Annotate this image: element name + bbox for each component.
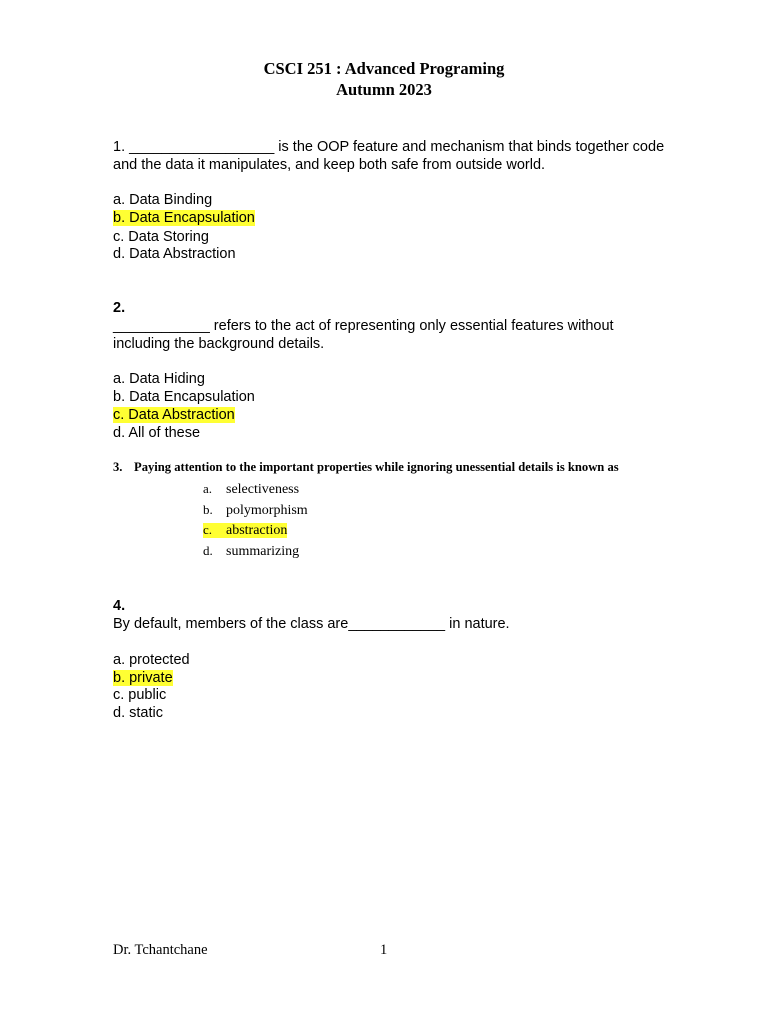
q4-number: 4. (113, 598, 126, 614)
q4-text-line-1: By default, members of the class are____________ in nature. (113, 616, 510, 632)
q1-option-a: a. Data Binding (113, 192, 213, 208)
q3-option-c-answer (203, 522, 287, 539)
q4-option-d: d. static (113, 705, 163, 721)
q3-option-letter: d. (203, 543, 213, 558)
q4-option-b-answer (113, 669, 173, 687)
q2-option-b: b. Data Encapsulation (113, 389, 255, 405)
q3-option-letter: b. (203, 502, 213, 517)
q3-option-b (203, 502, 308, 519)
q4-option-c: c. public (113, 687, 167, 703)
footer-page-number: 1 (380, 942, 388, 958)
q2-number: 2. (113, 300, 126, 316)
q3-option-letter: a. (203, 481, 213, 496)
q1-text-line-1: 1. __________________ is the OOP feature and mechanism that binds together code (113, 139, 665, 155)
q3-text: Paying attention to the important properties while ignoring unessential details is known as (134, 460, 619, 474)
q1-option-c: c. Data Storing (113, 229, 209, 245)
q4-option-a: a. protected (113, 652, 190, 668)
q1-option-d: d. Data Abstraction (113, 246, 236, 262)
q3-option-a (203, 481, 299, 498)
q2-text-line-2: including the background details. (113, 336, 325, 352)
term-title: Autumn 2023 (336, 80, 432, 99)
q1-text-line-2: and the data it manipulates, and keep both safe from outside world. (113, 157, 546, 173)
q3-number: 3. (113, 460, 123, 474)
q2-option-a: a. Data Hiding (113, 371, 205, 387)
q3-option-text: selectiveness (226, 482, 300, 497)
answer-highlight (203, 523, 287, 538)
q3-option-letter: c. (203, 522, 213, 537)
q3-option-d (203, 543, 299, 560)
q2-option-c-answer (113, 406, 235, 424)
answer-highlight: b. private (113, 670, 173, 686)
q1-option-b-answer (113, 209, 255, 227)
q2-option-d: d. All of these (113, 425, 201, 441)
footer-author: Dr. Tchantchane (113, 942, 208, 958)
q3-question (113, 460, 619, 475)
course-title: CSCI 251 : Advanced Programing (263, 59, 505, 78)
q2-text-line-1: ____________ refers to the act of representing only essential features without (113, 318, 614, 334)
q3-option-text: summarizing (226, 544, 300, 559)
q3-option-text: polymorphism (226, 503, 308, 518)
answer-highlight: b. Data Encapsulation (113, 210, 255, 226)
q3-option-text: abstraction (226, 523, 288, 538)
answer-highlight: c. Data Abstraction (113, 407, 235, 423)
